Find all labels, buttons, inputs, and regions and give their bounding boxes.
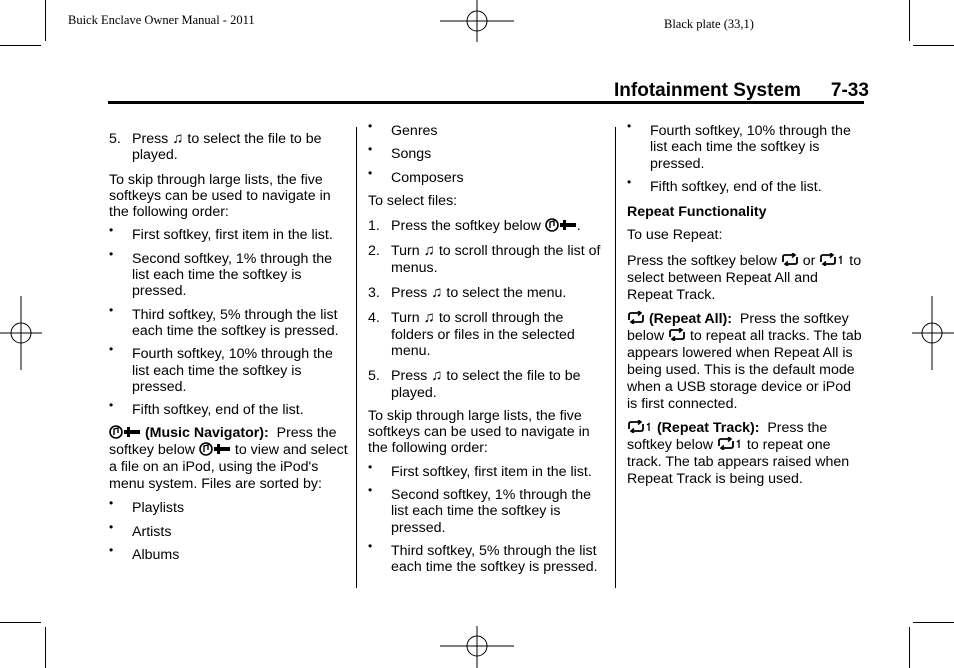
paragraph: To skip through large lists, the five softkeys can be used to navigate in the following order: — [368, 407, 590, 457]
step-text: Press — [132, 131, 169, 147]
repeat-all-icon — [627, 311, 645, 324]
section-title: Infotainment System — [614, 80, 801, 101]
paragraph: To select files: — [368, 192, 458, 209]
step-item: 5. Press ♫ to select the file to be played. — [368, 367, 581, 401]
repeat-all-title: (Repeat All): — [648, 310, 732, 327]
column-2 — [368, 119, 608, 576]
music-navigator-icon — [199, 442, 231, 456]
bullet-list — [109, 223, 349, 419]
music-note-icon: ♫ — [172, 130, 184, 147]
step-item: 2. Turn ♫ to scroll through the list of menus. — [368, 242, 601, 276]
crop-mark — [913, 45, 954, 46]
repeat-track-icon — [819, 253, 845, 266]
step-number: 5. — [109, 131, 121, 147]
crop-mark — [45, 627, 46, 668]
crop-mark — [45, 0, 46, 41]
crop-mark — [0, 45, 41, 46]
list-item: • Playlists — [109, 496, 185, 517]
crop-mark — [909, 627, 910, 668]
repeat-track-title: (Repeat Track): — [656, 419, 760, 436]
column-divider — [615, 127, 616, 588]
list-item: • Second softkey, 1% through the list each time the softkey is pressed. — [368, 483, 592, 536]
list-item: • Composers — [368, 165, 464, 186]
list-item: • Albums — [109, 543, 180, 564]
registration-mark-left — [0, 296, 42, 370]
repeat-all-paragraph: (Repeat All): Press the softkey below to repeat all tracks. The tab appears lowered when Repeat All is being used. This is the default mode when a USB storage device or iPod is first connected. — [627, 310, 862, 412]
crop-mark — [0, 622, 41, 623]
paragraph: To use Repeat: — [627, 227, 723, 244]
page-number: 7-33 — [830, 80, 869, 101]
list-item: • Artists — [109, 519, 172, 540]
section-heading: Repeat Functionality — [627, 204, 767, 221]
music-note-icon: ♫ — [423, 242, 435, 260]
step-item — [109, 131, 349, 164]
step-item: 4. Turn ♫ to scroll through the folders or files in the selected menu. — [368, 309, 575, 359]
registration-mark-right — [912, 296, 954, 370]
list-item: • Fifth softkey, end of the list. — [627, 174, 822, 195]
music-navigator-title: (Music Navigator): — [144, 425, 269, 442]
music-navigator-icon — [109, 425, 141, 439]
list-item: • Second softkey, 1% through the list each time the softkey is pressed. — [109, 246, 333, 300]
repeat-paragraph: Press the softkey below or to select between Repeat All and Repeat Track. — [627, 252, 862, 303]
repeat-track-icon — [717, 437, 743, 450]
header-rule — [108, 101, 864, 104]
music-navigator-paragraph: (Music Navigator): Press the softkey below to view and select a file on an iPod, using the iPod's menu system. Files are sorted by: — [109, 425, 348, 493]
list-item: • Genres — [368, 119, 438, 139]
step-item: 1. Press the softkey below . — [368, 218, 581, 235]
column-1 — [109, 131, 349, 563]
section-header — [614, 80, 869, 102]
list-item: • Fourth softkey, 10% through the list each time the softkey is pressed. — [627, 119, 851, 172]
repeat-track-icon — [627, 420, 653, 433]
list-item: • Fifth softkey, end of the list. — [109, 398, 304, 419]
step-text: to select the file to be played. — [132, 131, 322, 164]
list-item: • First softkey, first item in the list. — [368, 459, 592, 480]
music-note-icon: ♫ — [431, 367, 443, 385]
crop-mark — [909, 0, 910, 41]
list-item: • Songs — [368, 142, 432, 163]
plate-label: Black plate (33,1) — [664, 17, 754, 31]
registration-mark-bottom — [440, 626, 514, 668]
music-note-icon: ♫ — [431, 284, 443, 302]
list-item: • Fourth softkey, 10% through the list each time the softkey is pressed. — [109, 342, 333, 395]
registration-mark-top — [440, 0, 514, 46]
music-navigator-icon — [545, 218, 577, 232]
list-item: • First softkey, first item in the list. — [109, 223, 333, 244]
paragraph: To skip through large lists, the five softkeys can be used to navigate in the following order: — [109, 171, 331, 221]
list-item: • Third softkey, 5% through the list each time the softkey is pressed. — [368, 538, 598, 576]
column-divider — [356, 127, 357, 588]
column-3 — [627, 119, 863, 488]
sort-list — [109, 496, 349, 564]
step-item: 3. Press ♫ to select the menu. — [368, 284, 567, 302]
manual-title: Buick Enclave Owner Manual - 2011 — [68, 13, 255, 27]
repeat-track-paragraph: (Repeat Track): Press the softkey below to repeat one track. The tab appears raised when Repeat Track is being used. — [627, 419, 850, 487]
music-note-icon: ♫ — [423, 309, 435, 327]
crop-mark — [913, 622, 954, 623]
repeat-all-icon — [668, 328, 686, 341]
list-item: • Third softkey, 5% through the list each time the softkey is pressed. — [109, 302, 339, 339]
repeat-all-icon — [781, 253, 799, 266]
